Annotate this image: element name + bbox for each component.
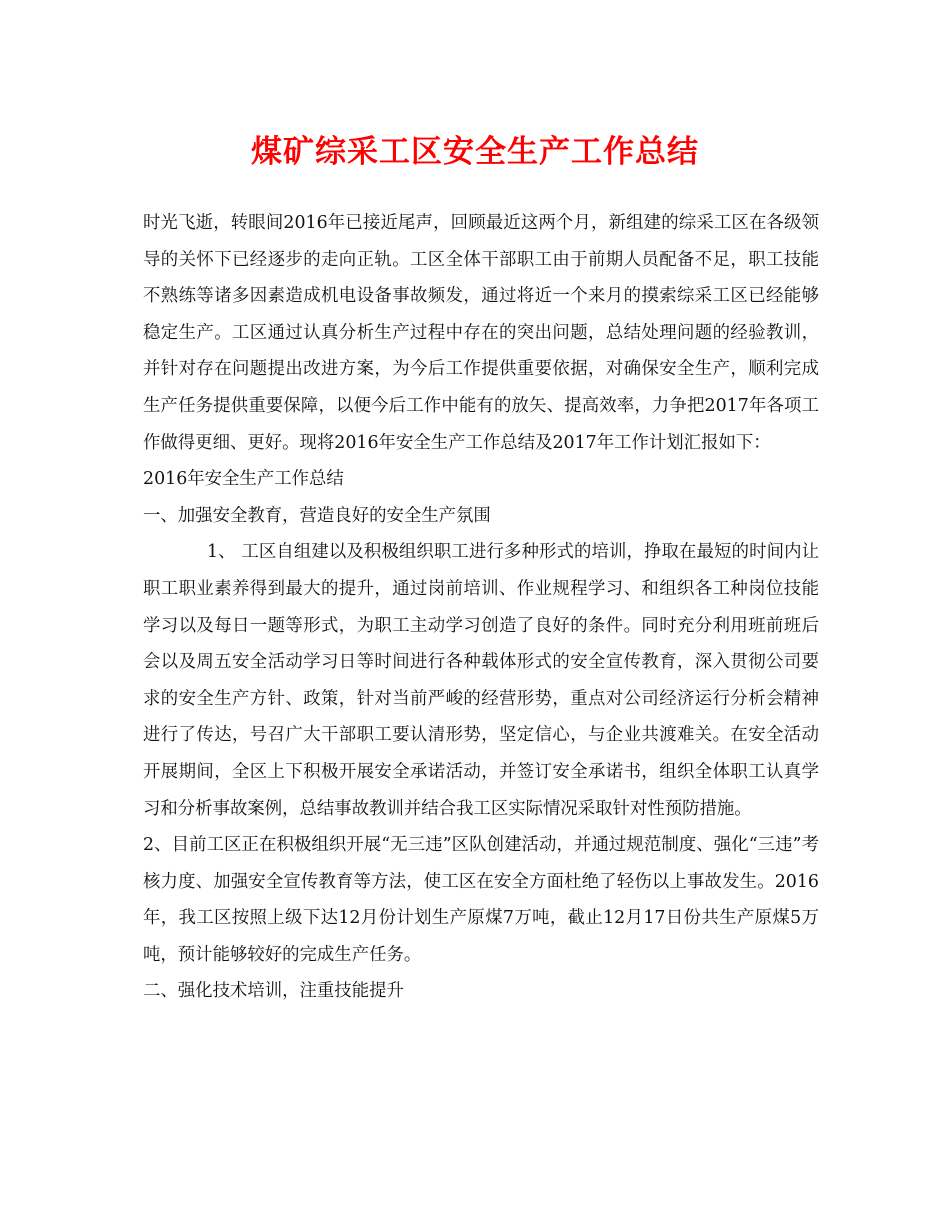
- intro-paragraph: 时光飞逝，转眼间2016年已接近尾声，回顾最近这两个月，新组建的综采工区在各级领导的关怀下已经逐步的走向正轨。工区全体干部职工由于前期人员配备不足，职工技能不熟练等诸多因素造成机电设备事故频发，通过将近一个来月的摸索综采工区已经能够稳定生产。工区通过认真分析生产过程中存在的突出问题，总结处理问题的经验教训，并针对存在问题提出改进方案，为今后工作提供重要依据，对确保安全生产，顺利完成生产任务提供重要保障，以便今后工作中能有的放矢、提高效率，力争把2017年各项工作做得更细、更好。现将2016年安全生产工作总结及2017年工作计划汇报如下：: [143, 213, 819, 453]
- section-heading-summary: 2016年安全生产工作总结: [143, 469, 344, 490]
- document-title: 煤矿综采工区安全生产工作总结: [251, 134, 699, 170]
- document-body: [143, 205, 819, 1010]
- section-heading-1: 一、加强安全教育，营造良好的安全生产氛围: [143, 505, 491, 526]
- item-paragraph-2: 2、目前工区正在积极组织开展“无三违”区队创建活动，并通过规范制度、强化“三违”考核力度、加强安全宣传教育等方法，使工区在安全方面杜绝了轻伤以上事故发生。2016年，我工区按照上级下达12月份计划生产原煤7万吨，截止12月17日份共生产原煤5万吨，预计能够较好的完成生产任务。: [143, 835, 819, 965]
- item-paragraph-1: 1、 工区自组建以及积极组织职工进行多种形式的培训，挣取在最短的时间内让职工职业素养得到最大的提升，通过岗前培训、作业规程学习、和组织各工种岗位技能学习以及每日一题等形式，为职工主动学习创造了良好的条件。同时充分利用班前班后会以及周五安全活动学习日等时间进行各种载体形式的安全宣传教育，深入贯彻公司要求的安全生产方针、政策，针对当前严峻的经营形势，重点对公司经济运行分析会精神进行了传达，号召广大干部职工要认清形势，坚定信心，与企业共渡难关。在安全活动开展期间，全区上下积极开展安全承诺活动，并签订安全承诺书，组织全体职工认真学习和分析事故案例，总结事故教训并结合我工区实际情况采取针对性预防措施。: [143, 542, 819, 819]
- section-heading-2: 二、强化技术培训，注重技能提升: [143, 981, 404, 1002]
